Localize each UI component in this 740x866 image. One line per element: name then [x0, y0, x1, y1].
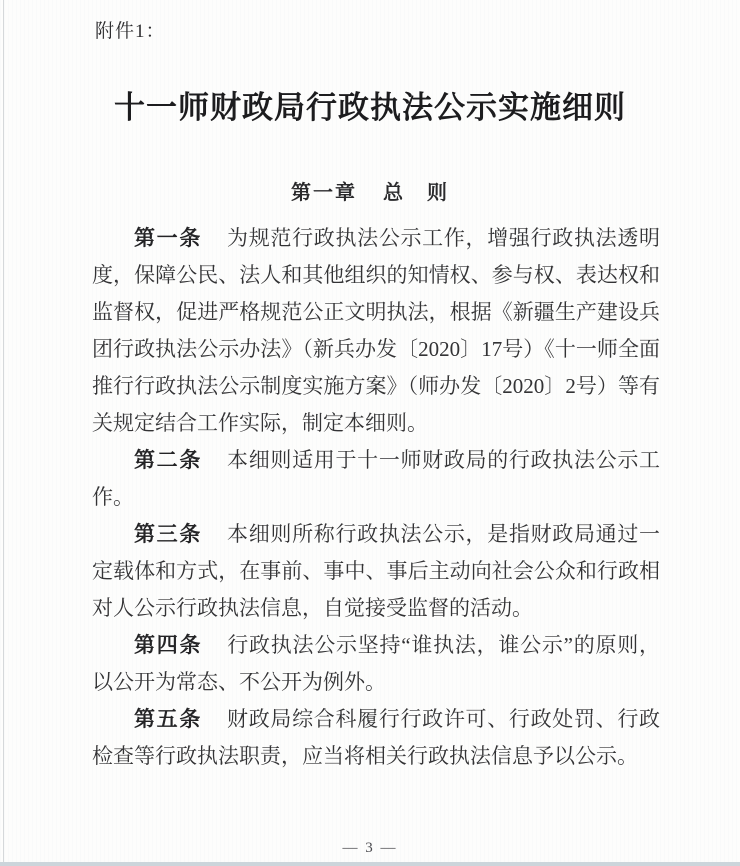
article-text-4: 行政执法公示坚持“谁执法，谁公示”的原则，以公开为常态、不公开为例外。	[92, 633, 661, 694]
attachment-label: 附件1：	[95, 21, 166, 42]
article-number-4: 第四条	[134, 633, 203, 657]
article-paragraph-2	[92, 442, 660, 516]
article-text-5: 财政局综合科履行行政许可、行政处罚、行政检查等行政执法职责，应当将相关行政执法信息予以公示。	[92, 707, 660, 768]
article-paragraph-4	[92, 627, 660, 701]
document-title: 十一师财政局行政执法公示实施细则	[114, 90, 626, 125]
article-paragraph-5	[92, 701, 660, 775]
article-number-1: 第一条	[134, 226, 203, 250]
article-text-3: 本细则所称行政执法公示，是指财政局通过一定载体和方式，在事前、事中、事后主动向社会公众和行政相对人公示行政执法信息，自觉接受监督的活动。	[92, 522, 660, 620]
chapter-name: 总 则	[383, 182, 449, 204]
scan-edge-bottom-line	[0, 862, 740, 866]
chapter-heading	[0, 176, 740, 205]
document-body	[92, 220, 660, 775]
article-paragraph-3	[92, 516, 660, 627]
article-text-2: 本细则适用于十一师财政局的行政执法公示工作。	[92, 448, 660, 509]
page-number: — 3 —	[342, 840, 398, 856]
scan-edge-left-line	[3, 0, 4, 866]
article-number-3: 第三条	[134, 522, 203, 546]
article-number-2: 第二条	[134, 448, 203, 472]
article-text-1: 为规范行政执法公示工作，增强行政执法透明度，保障公民、法人和其他组织的知情权、参与权、表达权和监督权，促进严格规范公正文明执法，根据《新疆生产建设兵团行政执法公示办法》（新兵办发〔2020〕17号）《十一师全面推行行政执法公示制度实施方案》（师办发〔2020〕2号）等有关规定结合工作实际，制定本细则。	[92, 226, 660, 435]
chapter-number: 第一章	[291, 182, 357, 204]
article-number-5: 第五条	[134, 707, 203, 731]
article-paragraph-1	[92, 220, 660, 442]
